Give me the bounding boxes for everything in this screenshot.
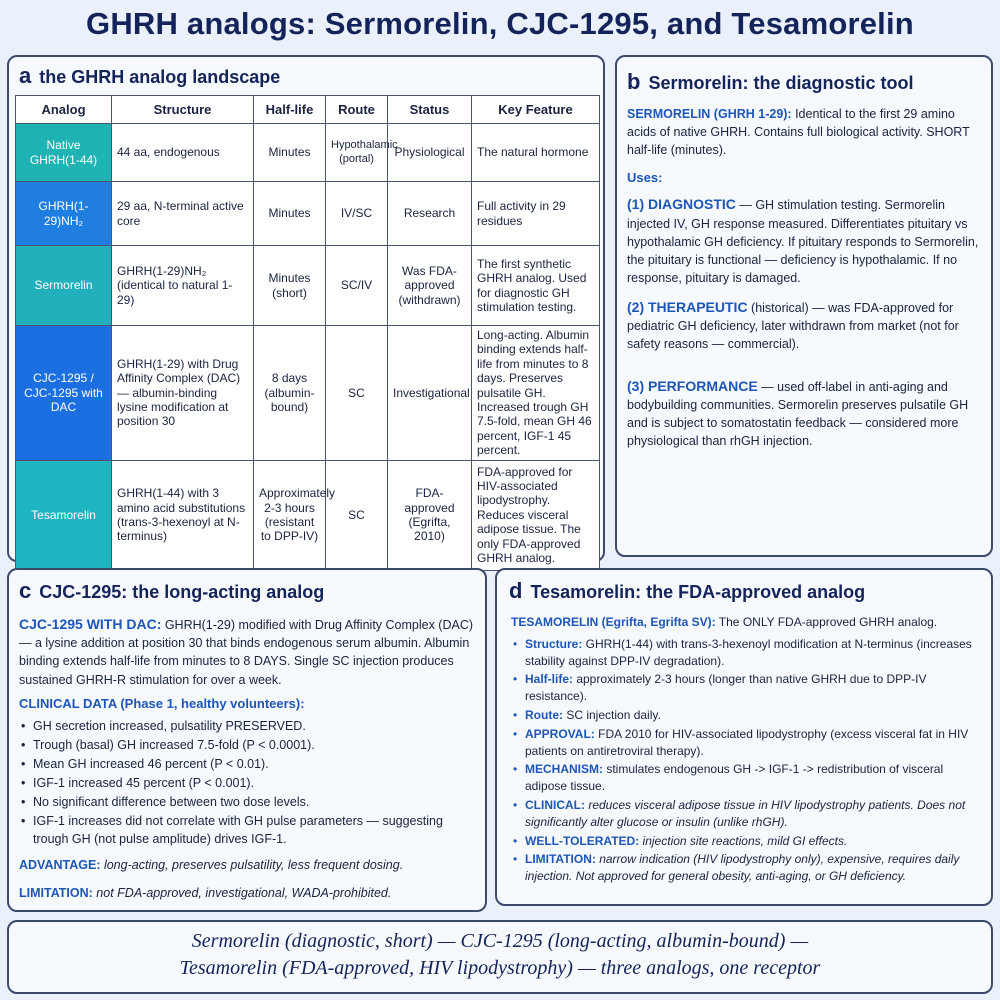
- item-term: Route:: [525, 707, 563, 722]
- cell-route: SC/IV: [326, 246, 388, 326]
- sermorelin-intro: [627, 105, 985, 159]
- item-term: WELL-TOLERATED:: [525, 833, 640, 848]
- table-row: [16, 326, 600, 461]
- panel-c-heading: [19, 578, 324, 604]
- summary-text: [9, 922, 991, 982]
- panel-analog-landscape: [7, 55, 605, 565]
- cell-half-life: Minutes (short): [254, 246, 326, 326]
- item-term: Structure:: [525, 636, 583, 651]
- item-text: SC injection daily.: [563, 707, 661, 722]
- panel-a-heading: [19, 63, 280, 89]
- cell-route: SC: [326, 460, 388, 570]
- panel-d-body: [511, 614, 987, 887]
- limitation-text: not FDA-approved, investigational, WADA-prohibited.: [92, 885, 392, 900]
- use-item: [627, 194, 985, 287]
- panel-a-title: the GHRH analog landscape: [39, 67, 281, 87]
- panel-b-heading: [627, 69, 913, 95]
- list-item: • Trough (basal) GH increased 7.5-fold (P < 0.0001).: [19, 736, 481, 754]
- panel-b-body: [627, 105, 985, 460]
- table-header-row: [16, 96, 600, 124]
- cell-status: Research: [388, 182, 472, 246]
- cell-analog: Sermorelin: [16, 246, 112, 326]
- cell-key-feature: FDA-approved for HIV-associated lipodystrophy. Reduces visceral adipose tissue. The only FDA-approved GHRH analog.: [472, 460, 600, 570]
- tesamorelin-intro-text: The ONLY FDA-approved GHRH analog.: [715, 615, 938, 629]
- cell-key-feature: Long-acting. Albumin binding extends half-life from minutes to 8 days. Preserves pulsatile GH. Increased trough GH 7.5-fold, mean GH 46 percent, IGF-1 45 percent.: [472, 326, 600, 461]
- clinical-data-label: CLINICAL DATA (Phase 1, healthy volunteers):: [19, 695, 305, 711]
- tesamorelin-list: [511, 636, 987, 885]
- cell-half-life: Minutes: [254, 124, 326, 182]
- summary-line-2: Tesamorelin (FDA-approved, HIV lipodystrophy) — three analogs, one receptor: [179, 957, 821, 979]
- cjc-intro-text: GHRH(1-29) modified with Drug Affinity Complex (DAC) — a lysine addition at position 30 that binds endogenous serum albumin. Albumin binding extends half-life from minutes to 8 DAYS. Single SC injection produces sustained GHRH-R stimulation for over a week.: [19, 618, 474, 687]
- use-item: [627, 297, 985, 354]
- cell-status: Was FDA-approved (withdrawn): [388, 246, 472, 326]
- cell-structure: GHRH(1-29)NH₂ (identical to natural 1-29): [112, 246, 254, 326]
- panel-c-body: [19, 614, 481, 902]
- panel-sermorelin: [615, 55, 993, 557]
- clinical-data-list: [19, 717, 481, 849]
- item-term: APPROVAL:: [525, 726, 595, 741]
- use-text: — used off-label in anti-aging and bodybuilding communities. Sermorelin preserves pulsatile GH and is subject to somatostatin feedback — considered more physiological than rhGH injection.: [627, 379, 969, 449]
- limitation-term: LIMITATION:: [19, 885, 93, 900]
- cell-route: SC: [326, 326, 388, 461]
- cell-half-life: Minutes: [254, 182, 326, 246]
- tesamorelin-intro: [511, 614, 987, 631]
- col-header-analog: Analog: [16, 96, 112, 124]
- use-term: (3) PERFORMANCE: [627, 377, 758, 394]
- cell-half-life: Approximately 2-3 hours (resistant to DPP-IV): [254, 460, 326, 570]
- summary-footer: [7, 920, 993, 994]
- table-row: [16, 124, 600, 182]
- cell-analog: Native GHRH(1-44): [16, 124, 112, 182]
- panel-tesamorelin: [495, 568, 993, 906]
- list-item: [511, 761, 987, 795]
- list-item: • Mean GH increased 46 percent (P < 0.01).: [19, 755, 481, 773]
- list-item: [511, 707, 987, 724]
- cell-analog: Tesamorelin: [16, 460, 112, 570]
- sermorelin-intro-text: Identical to the first 29 amino acids of native GHRH. Contains full biological activity. SHORT half-life (minutes).: [627, 107, 970, 158]
- panel-c-title: CJC-1295: the long-acting analog: [39, 582, 325, 602]
- cell-structure: GHRH(1-44) with 3 amino acid substitutions (trans-3-hexenoyl at N-terminus): [112, 460, 254, 570]
- limitation-line: [19, 884, 481, 902]
- cell-route: Hypothalamic (portal): [326, 124, 388, 182]
- cell-half-life: 8 days (albumin-bound): [254, 326, 326, 461]
- use-text: — GH stimulation testing. Sermorelin injected IV, GH response measured. Differentiates pituitary vs hypothalamic GH deficiency. If pituitary responds to Sermorelin, the pituitary is functional — deficiency is hypothalamic. If no response, pituitary is damaged.: [627, 198, 979, 285]
- cell-route: IV/SC: [326, 182, 388, 246]
- cell-structure: GHRH(1-29) with Drug Affinity Complex (DAC) — albumin-binding lysine modification at position 30: [112, 326, 254, 461]
- panel-b-letter: b: [627, 69, 641, 94]
- panel-b-title: Sermorelin: the diagnostic tool: [648, 73, 914, 93]
- cell-key-feature: The natural hormone: [472, 124, 600, 182]
- item-text: reduces visceral adipose tissue in HIV lipodystrophy patients. Does not significantly alter glucose or insulin (unlike rhGH).: [525, 797, 966, 829]
- panel-d-letter: d: [509, 578, 523, 603]
- list-item: • IGF-1 increased 45 percent (P < 0.001).: [19, 774, 481, 792]
- list-item: • IGF-1 increases did not correlate with GH pulse parameters — suggesting trough GH (not pulse amplitude) drives IGF-1.: [19, 812, 481, 848]
- cell-structure: 44 aa, endogenous: [112, 124, 254, 182]
- col-header-half-life: Half-life: [254, 96, 326, 124]
- list-item: • No significant difference between two dose levels.: [19, 793, 481, 811]
- list-item: [511, 671, 987, 705]
- item-text: stimulates endogenous GH -> IGF-1 -> redistribution of visceral adipose tissue.: [525, 762, 944, 794]
- cell-status: Physiological: [388, 124, 472, 182]
- cell-status: FDA-approved (Egrifta, 2010): [388, 460, 472, 570]
- cell-key-feature: The first synthetic GHRH analog. Used for diagnostic GH stimulation testing.: [472, 246, 600, 326]
- item-term: MECHANISM:: [525, 762, 603, 777]
- page-title: GHRH analogs: Sermorelin, CJC-1295, and Tesamorelin: [86, 6, 914, 41]
- panel-d-heading: [509, 578, 865, 604]
- item-text: FDA 2010 for HIV-associated lipodystrophy (excess visceral fat in HIV patients on antiretroviral therapy).: [525, 726, 969, 758]
- advantage-text: long-acting, preserves pulsatility, less frequent dosing.: [100, 858, 404, 873]
- summary-line-1: Sermorelin (diagnostic, short) — CJC-1295 (long-acting, albumin-bound) —: [191, 930, 809, 952]
- use-term: (2) THERAPEUTIC: [627, 299, 748, 316]
- item-text: narrow indication (HIV lipodystrophy only), expensive, requires daily injection. Not approved for general obesity, anti-aging, or GH deficiency.: [525, 852, 960, 884]
- panel-a-letter: a: [19, 63, 32, 88]
- list-item: [511, 851, 987, 885]
- use-term: (1) DIAGNOSTIC: [627, 196, 736, 213]
- cjc-intro: [19, 614, 481, 689]
- analog-table: [15, 95, 600, 571]
- item-text: approximately 2-3 hours (longer than native GHRH due to DPP-IV resistance).: [525, 672, 927, 704]
- item-text: GHRH(1-44) with trans-3-hexenoyl modification at N-terminus (increases stability against DPP-IV degradation).: [525, 636, 972, 668]
- cell-structure: 29 aa, N-terminal active core: [112, 182, 254, 246]
- list-item: [511, 833, 987, 850]
- table-row: [16, 246, 600, 326]
- list-item: • GH secretion increased, pulsatility PRESERVED.: [19, 717, 481, 735]
- item-term: Half-life:: [525, 672, 573, 687]
- tesamorelin-term: TESAMORELIN (Egrifta, Egrifta SV):: [511, 615, 716, 629]
- item-term: CLINICAL:: [525, 797, 585, 812]
- use-text: (historical) — was FDA-approved for pediatric GH deficiency, later withdrawn from market (not for safety reasons — commercial).: [627, 301, 959, 352]
- item-text: injection site reactions, mild GI effects.: [639, 833, 848, 848]
- use-item: [627, 376, 985, 451]
- cell-analog: GHRH(1-29)NH₂: [16, 182, 112, 246]
- panel-cjc-1295: [7, 568, 487, 912]
- col-header-structure: Structure: [112, 96, 254, 124]
- cell-analog: CJC-1295 / CJC-1295 with DAC: [16, 326, 112, 461]
- uses-label: Uses:: [627, 170, 663, 186]
- col-header-status: Status: [388, 96, 472, 124]
- cell-key-feature: Full activity in 29 residues: [472, 182, 600, 246]
- list-item: [511, 636, 987, 670]
- table-row: [16, 182, 600, 246]
- panel-c-letter: c: [19, 578, 32, 603]
- advantage-term: ADVANTAGE:: [19, 858, 101, 873]
- sermorelin-term: SERMORELIN (GHRH 1-29):: [627, 107, 792, 121]
- list-item: [511, 726, 987, 760]
- advantage-line: [19, 856, 481, 874]
- col-header-route: Route: [326, 96, 388, 124]
- cell-status: Investigational: [388, 326, 472, 461]
- list-item: [511, 797, 987, 831]
- col-header-key-feature: Key Feature: [472, 96, 600, 124]
- cjc-term: CJC-1295 WITH DAC:: [19, 616, 162, 632]
- item-term: LIMITATION:: [525, 852, 596, 867]
- table-row: [16, 460, 600, 570]
- panel-d-title: Tesamorelin: the FDA-approved analog: [530, 582, 866, 602]
